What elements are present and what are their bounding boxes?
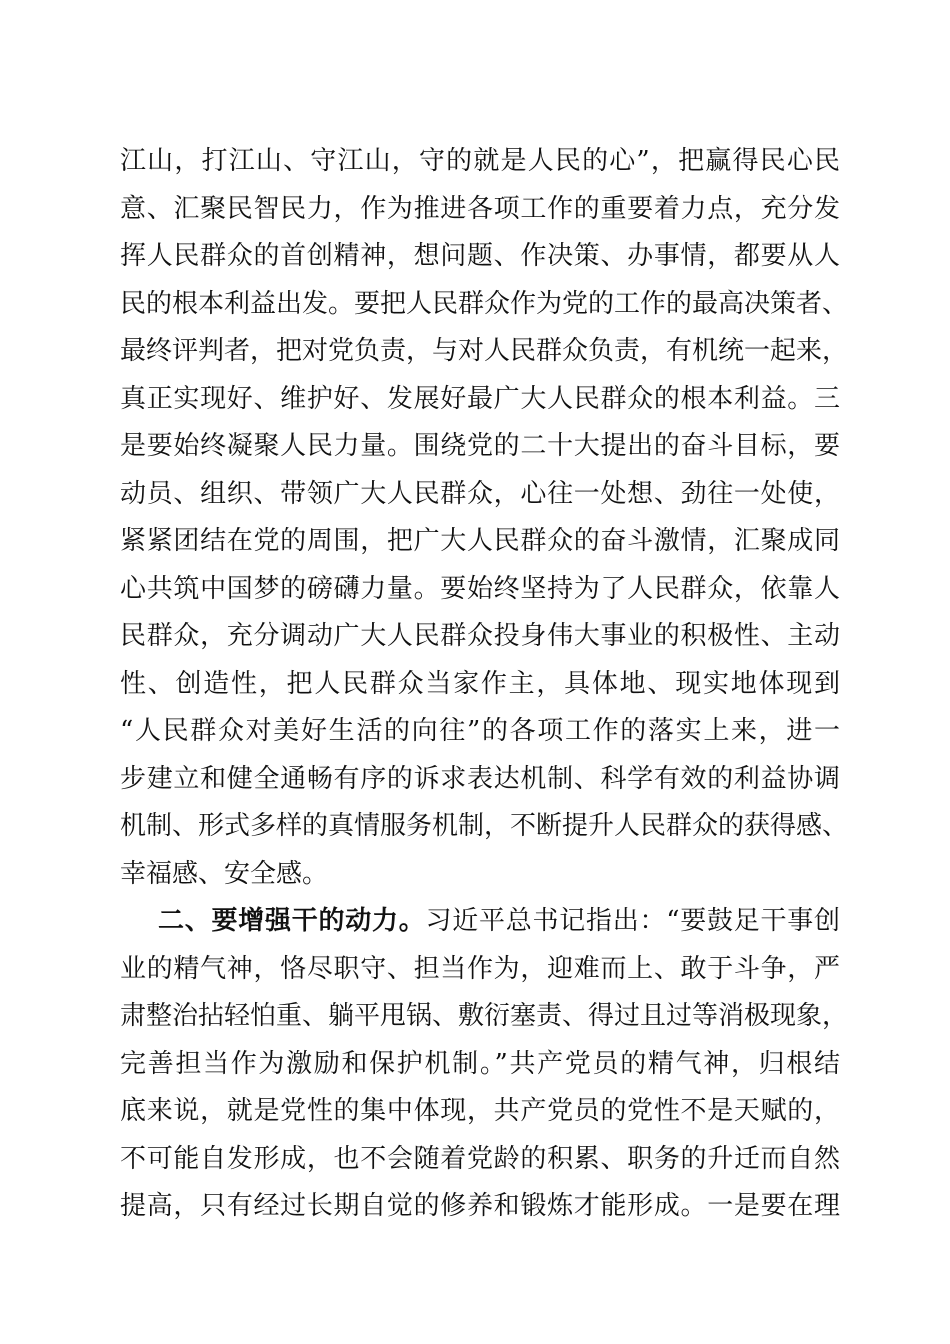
document-body xyxy=(120,138,849,1231)
text-line: “人民群众对美好生活的向往”的各项工作的落实上来，进一 xyxy=(120,716,840,746)
text-line: 真正实现好、维护好、发展好最广大人民群众的根本利益。三 xyxy=(120,383,840,414)
text-line: 民群众，充分调动广大人民群众投身伟大事业的积极性、主动 xyxy=(120,621,840,651)
text-line: 底来说，就是党性的集中体现，共产党员的党性不是天赋的， xyxy=(120,1096,840,1126)
text-line: 动员、组织、带领广大人民群众，心往一处想、劲往一处使， xyxy=(120,478,840,509)
text-line: 性、创造性，把人民群众当家作主，具体地、现实地体现到 xyxy=(120,668,840,699)
text-line: 提高，只有经过长期自觉的修养和锻炼才能形成。一是要在理 xyxy=(120,1191,840,1221)
text-line: 意、汇聚民智民力，作为推进各项工作的重要着力点，充分发 xyxy=(120,193,840,224)
text-run: 习近平总书记指出：“要鼓足干事创 xyxy=(425,906,840,936)
text-line: 机制、形式多样的真情服务机制，不断提升人民群众的获得感、 xyxy=(120,811,849,841)
text-line: 最终评判者，把对党负责，与对人民群众负责，有机统一起来， xyxy=(120,336,849,366)
text-line: 肃整治拈轻怕重、躺平甩锅、敷衍塞责、得过且过等消极现象， xyxy=(120,1001,849,1031)
text-line: 不可能自发形成，也不会随着党龄的积累、职务的升迁而自然 xyxy=(120,1143,840,1174)
text-line: 挥人民群众的首创精神，想问题、作决策、办事情，都要从人 xyxy=(120,241,840,271)
paragraph-drive-to-act xyxy=(120,898,849,1231)
text-line: 心共筑中国梦的磅礴力量。要始终坚持为了人民群众，依靠人 xyxy=(120,573,840,604)
text-line: 是要始终凝聚人民力量。围绕党的二十大提出的奋斗目标，要 xyxy=(120,431,840,461)
text-line: 民的根本利益出发。要把人民群众作为党的工作的最高决策者、 xyxy=(120,288,849,319)
text-line: 江山，打江山、守江山，守的就是人民的心”，把赢得民心民 xyxy=(120,146,840,176)
text-line: 紧紧团结在党的周围，把广大人民群众的奋斗激情，汇聚成同 xyxy=(120,526,840,556)
section-heading: 二、要增强干的动力。 xyxy=(158,906,426,936)
text-line: 步建立和健全通畅有序的诉求表达机制、科学有效的利益协调 xyxy=(120,763,840,794)
text-line: 业的精气神，恪尽职守、担当作为，迎难而上、敢于斗争，严 xyxy=(120,953,840,984)
paragraph-first-line xyxy=(120,898,840,946)
text-line: 幸福感、安全感。 xyxy=(120,858,329,889)
text-line: 完善担当作为激励和保护机制。”共产党员的精气神，归根结 xyxy=(120,1048,840,1079)
paragraph-people-centered xyxy=(120,138,849,898)
